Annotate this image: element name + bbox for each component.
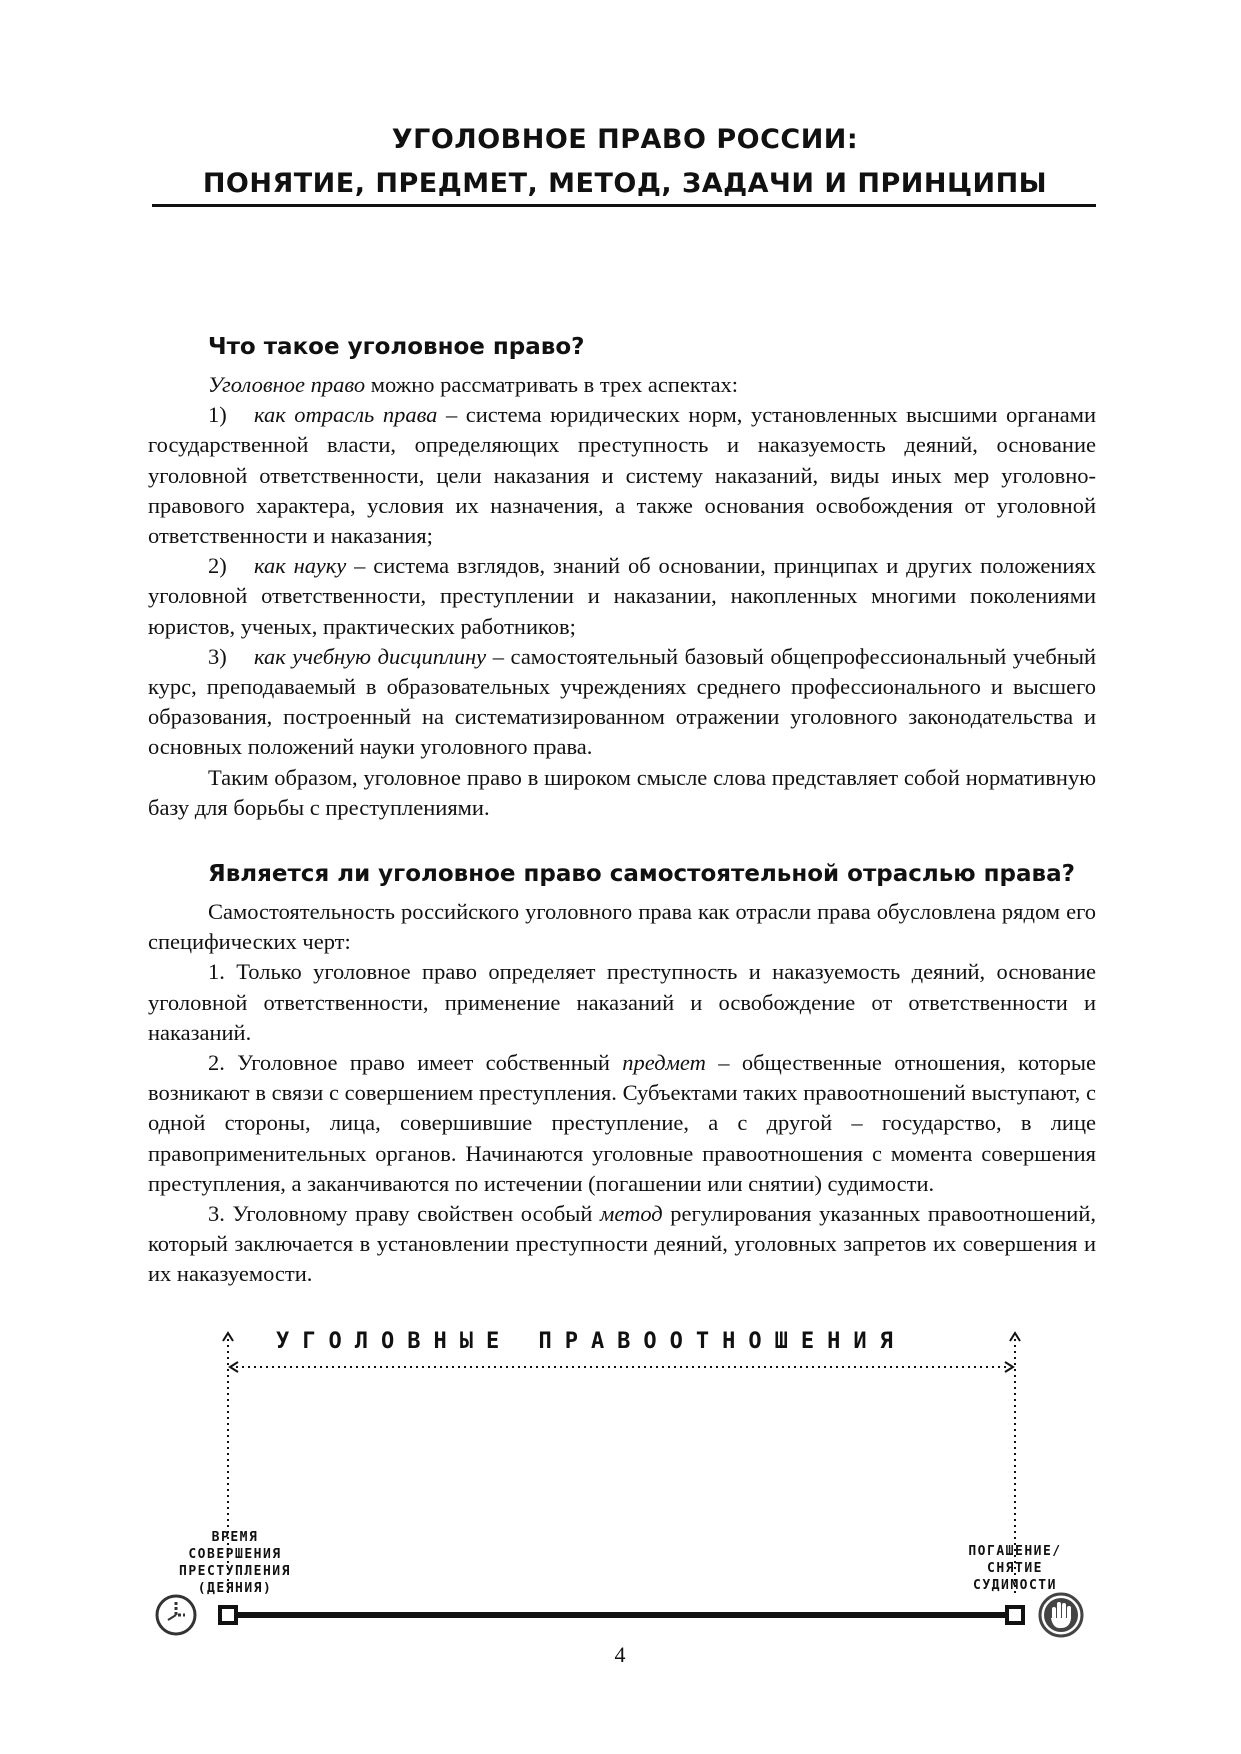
term: как отрасль права	[254, 402, 438, 428]
text: можно рассматривать в трех аспектах:	[365, 372, 739, 397]
text: 2. Уголовное право имеет собственный	[208, 1050, 623, 1076]
section2-point-2	[148, 1048, 1096, 1199]
section1-item-3	[148, 642, 1096, 763]
page-number: 4	[614, 1642, 626, 1667]
term: Уголовное право	[208, 372, 366, 397]
chapter-title-line-1: УГОЛОВНОЕ ПРАВО РОССИИ:	[391, 124, 859, 155]
section1-item-2	[148, 551, 1096, 642]
span-right-arrow	[1005, 1362, 1013, 1372]
term: метод	[600, 1201, 663, 1227]
item-number: 3)	[208, 643, 227, 669]
end-label	[945, 1543, 1085, 1594]
section-spacer	[148, 823, 1096, 857]
section-heading-1: Что такое уголовное право?	[208, 334, 585, 360]
start-label	[150, 1529, 320, 1597]
start-label-line: ВРЕМЯ	[211, 1530, 259, 1545]
start-label-line: (ДЕЯНИЯ)	[197, 1581, 273, 1596]
item-number: 2)	[208, 553, 227, 579]
section2-intro: Самостоятельность российского уголовного права как отрасли права обусловлена рядом его специфических черт:	[148, 899, 1096, 955]
start-label-line: ПРЕСТУПЛЕНИЯ	[179, 1564, 291, 1579]
text: – система взглядов, знаний об основании, принципах и других положениях уголовной ответственности, преступлении и наказании, накопленных многими поколениями юристов, ученых, практических работников;	[148, 553, 1097, 639]
start-label-line: СОВЕРШЕНИЯ	[188, 1547, 282, 1562]
term: как учебную дисциплину	[254, 643, 487, 669]
section1-conclusion: Таким образом, уголовное право в широком смысле слова представляет собой нормативную базу для борьбы с преступлениями.	[148, 764, 1096, 820]
term: предмет	[622, 1050, 706, 1076]
section1-intro	[148, 370, 1096, 400]
end-label-line: ПОГАШЕНИЕ/	[968, 1544, 1062, 1559]
text: – система юридических норм, установленных высшими органами государственной власти, определяющих преступность и наказуемость деяний, основание уголовной ответственности, цели наказания и систему наказаний, виды иных мер уголовно-правового характера, условия их назначения, а также основания освобождения от уголовной ответственности и наказания;	[148, 402, 1096, 549]
end-marker	[1007, 1607, 1023, 1623]
section2-point-3	[148, 1199, 1096, 1290]
term: как науку	[254, 553, 347, 579]
end-label-line: СНЯТИЕ	[987, 1561, 1043, 1576]
text: 3. Уголовному праву свойствен особый	[208, 1201, 601, 1227]
section1-item-1	[148, 400, 1096, 551]
chapter-title-line-2: ПОНЯТИЕ, ПРЕДМЕТ, МЕТОД, ЗАДАЧИ И ПРИНЦИПЫ	[202, 168, 1048, 199]
text: – самостоятельный базовый общепрофессиональный учебный курс, преподаваемый в образовательных учреждениях среднего профессионального и высшего образования, построенный на систематизированном отражении уголовного законодательства и основных положений науки уголовного права.	[148, 643, 1097, 760]
section2-point-1: 1. Только уголовное право определяет преступность и наказуемость деяний, основание уголовной ответственности, применение наказаний и освобождение от ответственности и наказаний.	[148, 959, 1096, 1045]
chapter-title	[150, 118, 1100, 206]
text: – общественные отношения, которые возникают в связи с совершением преступления. Субъектами таких правоотношений выступают, с одной стороны, лица, совершившие преступление, а с другой – государство, в лице правоприменительных органов. Начинаются уголовные правоотношения с момента совершения преступления, а заканчиваются по истечении (погашении или снятии) судимости.	[148, 1050, 1096, 1196]
item-number: 1)	[208, 402, 227, 428]
section-heading-2: Является ли уголовное право самостоятельной отраслью права?	[208, 861, 1075, 888]
body-text	[148, 330, 1096, 1290]
end-label-line: СУДИМОСТИ	[973, 1578, 1057, 1593]
legal-relations-timeline	[150, 1325, 1100, 1640]
text: регулирования указанных правоотношений, который заключается в установлении преступности деяний, уголовных запретов их совершения и их наказуемости.	[148, 1201, 1096, 1287]
start-marker	[220, 1607, 236, 1623]
band-title: УГОЛОВНЫЕ ПРАВООТНОШЕНИЯ	[276, 1329, 906, 1354]
title-underline	[152, 204, 1096, 207]
